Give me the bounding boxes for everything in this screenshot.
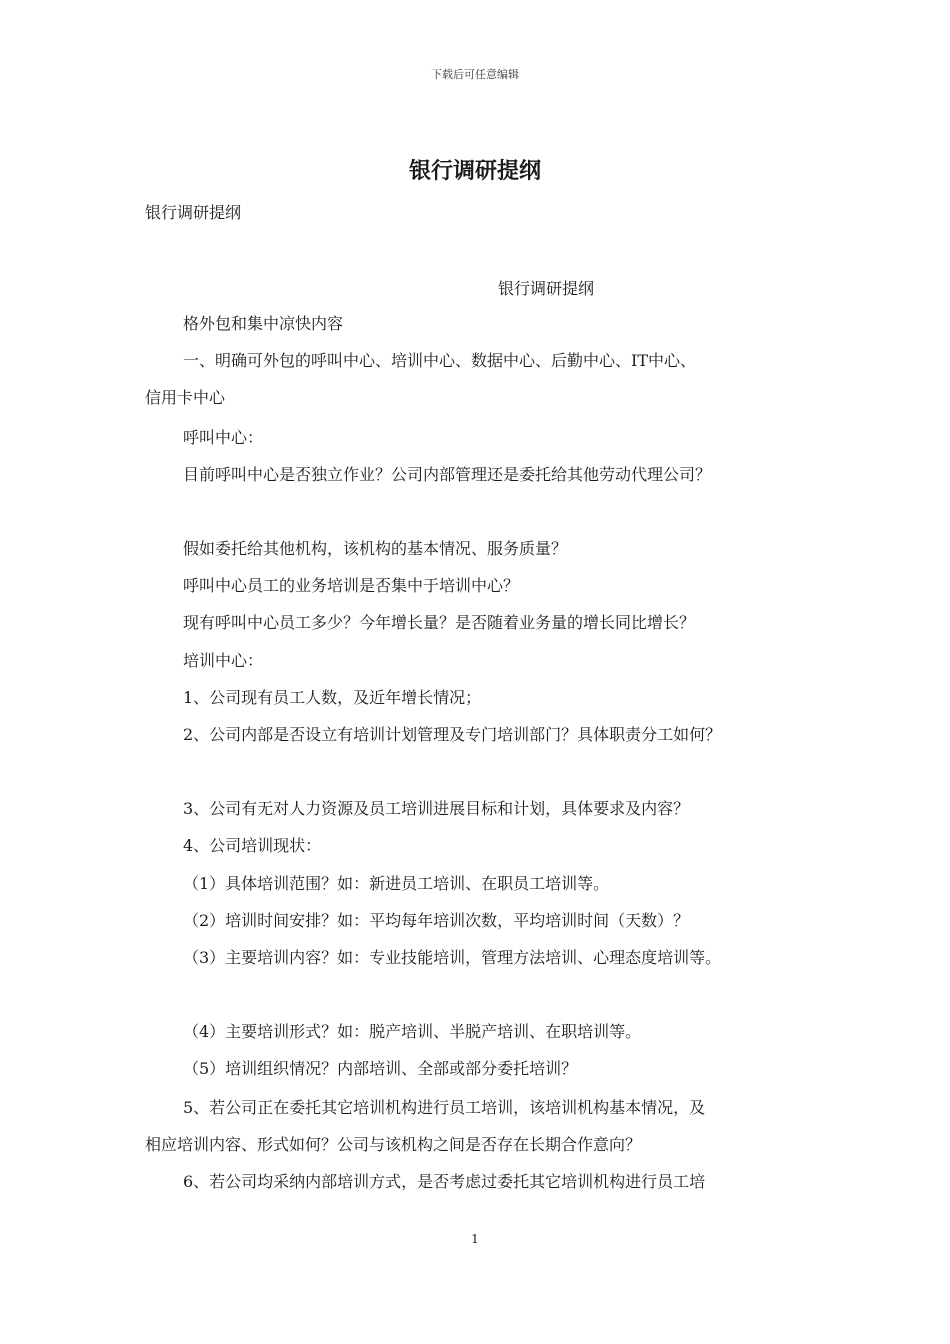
page-number: 1 bbox=[471, 1232, 479, 1246]
paragraph-line: 假如委托给其他机构，该机构的基本情况、服务质量？ bbox=[183, 539, 568, 558]
paragraph-line: 相应培训内容、形式如何？公司与该机构之间是否存在长期合作意向？ bbox=[145, 1135, 642, 1154]
paragraph-line: 1、公司现有员工人数，及近年增长情况； bbox=[183, 688, 482, 707]
list-item: （5）培训组织情况？内部培训、全部或部分委托培训？ bbox=[183, 1059, 578, 1078]
subtitle-left: 银行调研提纲 bbox=[145, 203, 242, 222]
paragraph-line: 目前呼叫中心是否独立作业？公司内部管理还是委托给其他劳动代理公司？ bbox=[183, 465, 712, 484]
section-heading: 呼叫中心： bbox=[183, 428, 264, 447]
paragraph-line: 一、明确可外包的呼叫中心、培训中心、数据中心、后勤中心、IT中心、 bbox=[183, 351, 696, 370]
paragraph-line: 现有呼叫中心员工多少？今年增长量？是否随着业务量的增长同比增长？ bbox=[183, 613, 696, 632]
paragraph-line: 呼叫中心员工的业务培训是否集中于培训中心？ bbox=[183, 576, 520, 595]
paragraph-line: 信用卡中心 bbox=[145, 388, 226, 407]
paragraph-line: 4、公司培训现状： bbox=[183, 836, 322, 855]
paragraph-line: 2、公司内部是否设立有培训计划管理及专门培训部门？具体职责分工如何？ bbox=[183, 725, 722, 744]
list-item: （2）培训时间安排？如：平均每年培训次数，平均培训时间（天数）？ bbox=[183, 911, 690, 930]
subtitle-center: 银行调研提纲 bbox=[497, 279, 594, 298]
section-heading: 培训中心： bbox=[183, 651, 264, 670]
paragraph-line: 3、公司有无对人力资源及员工培训进展目标和计划，具体要求及内容？ bbox=[183, 799, 690, 818]
paragraph-line: 6、若公司均采纳内部培训方式，是否考虑过委托其它培训机构进行员工培 bbox=[183, 1172, 706, 1191]
list-item: （3）主要培训内容？如：专业技能培训，管理方法培训、心理态度培训等。 bbox=[183, 948, 722, 967]
paragraph-line: 5、若公司正在委托其它培训机构进行员工培训，该培训机构基本情况，及 bbox=[183, 1098, 706, 1117]
list-item: （4）主要培训形式？如：脱产培训、半脱产培训、在职培训等。 bbox=[183, 1022, 642, 1041]
document-title: 银行调研提纲 bbox=[408, 159, 541, 184]
paragraph-line: 格外包和集中凉快内容 bbox=[183, 314, 344, 333]
list-item: （1）具体培训范围？如：新进员工培训、在职员工培训等。 bbox=[183, 874, 610, 893]
header-note: 下载后可任意编辑 bbox=[431, 68, 519, 81]
